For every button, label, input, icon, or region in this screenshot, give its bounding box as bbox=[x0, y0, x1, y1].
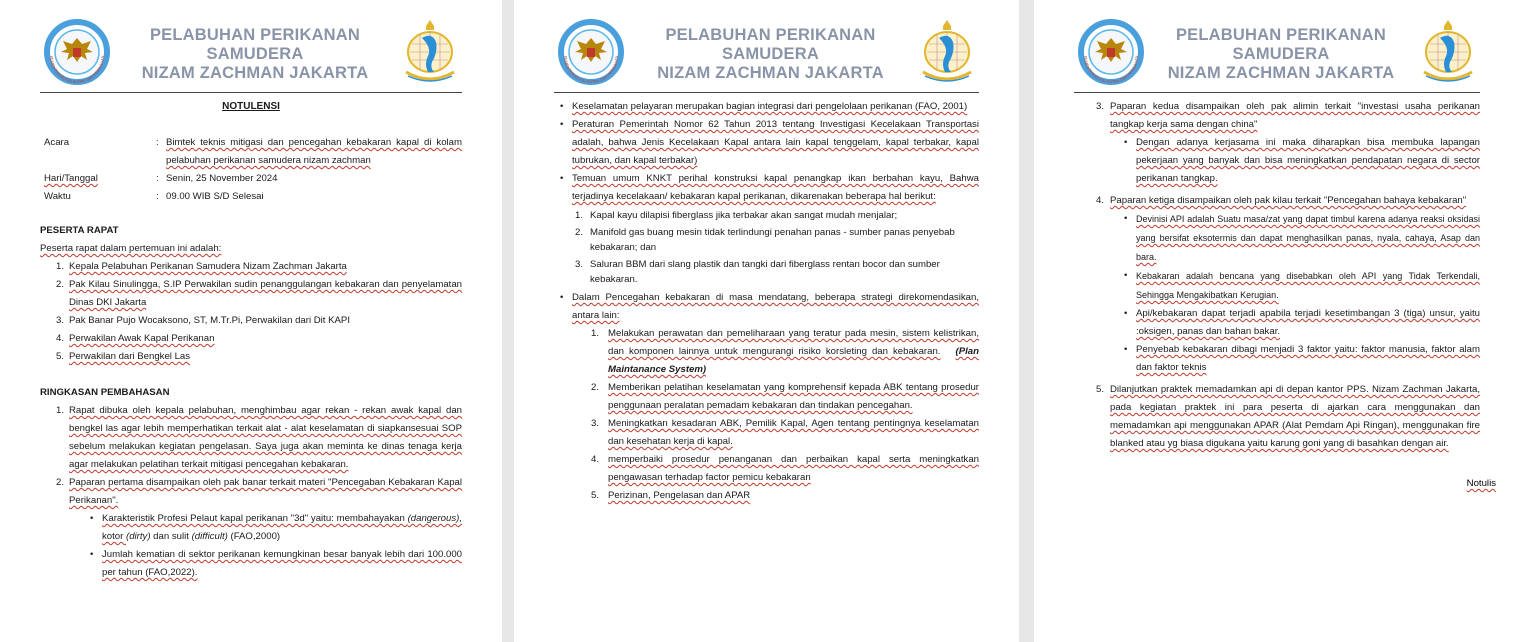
bullet-text: Api/kebakaran dapat terjadi apabila terjadi kesetimbangan 3 (tiga) unsur, yaitu :oksigen, panas dan bahan bakar. bbox=[1136, 308, 1480, 337]
bullet-icon: • bbox=[90, 549, 94, 560]
list-item bbox=[40, 276, 462, 312]
org-title-line-3: NIZAM ZACHMAN JAKARTA bbox=[657, 64, 884, 82]
list-number: 5. bbox=[1096, 384, 1105, 395]
list-text: Perwakilan dari Bengkel Las bbox=[69, 351, 191, 362]
list-number: 1. bbox=[575, 210, 584, 221]
bullet-text: Kebakaran adalah bencana yang disebabkan oleh API yang Tidak Terkendali, Sehingga Mengakibatkan Kerugian. bbox=[1136, 271, 1480, 300]
bullet-icon: • bbox=[560, 101, 564, 112]
meta-row-acara bbox=[40, 134, 462, 170]
list-number: 1. bbox=[56, 405, 65, 416]
bullet-icon: • bbox=[1124, 137, 1128, 148]
letterhead bbox=[40, 14, 462, 92]
kkp-logo-text: KEMENTERIAN KELAUTAN DAN PERIKANAN bbox=[562, 55, 620, 85]
list-text: Memberikan pelatihan keselamatan yang komprehensif kepada ABK tentang prosedur penggunaan peralatan pemadam kebakaran dan tindakan pencegahan. bbox=[608, 382, 979, 411]
bullet-item bbox=[1074, 341, 1480, 377]
list-item bbox=[1074, 98, 1480, 134]
bullet-text: Temuan umum KNKT perihal konstruksi kapal penangkap ikan berbahan kayu, Bahwa terjadinya kecelakaan/ kebakaran kapal perikanan, dikarenakan beberapa hal berikut: bbox=[572, 173, 979, 202]
list-item bbox=[554, 257, 979, 287]
letterhead bbox=[554, 14, 979, 92]
list-text: Melakukan perawatan dan pemeliharaan yang teratur pada mesin, sistem kelistrikan, dan komponen lainnya untuk mengurangi risiko korsleting dan kebakaran. bbox=[608, 328, 979, 357]
list-number: 3. bbox=[591, 418, 600, 429]
list-number: 4. bbox=[56, 333, 65, 344]
list-number: 1. bbox=[591, 328, 600, 339]
list-text: Paparan pertama disampaikan oleh pak banar terkait materi "Pencegaban Kebakaran Kapal Perikanan". bbox=[69, 477, 462, 506]
bullet-item bbox=[1074, 210, 1480, 267]
kkp-logo-icon bbox=[40, 16, 114, 90]
bullet-text: Karakteristik Profesi Pelaut kapal perikanan "3d" yaitu: membahayakan bbox=[102, 513, 408, 524]
meta-label: Hari/Tanggal bbox=[44, 173, 98, 184]
bullet-text: Dengan adanya kerjasama ini maka diharapkan bisa membuka lapangan pekerjaan yang banyak dan bisa meningkatkan pendapatan negara di sector perikanan tangkap. bbox=[1136, 137, 1480, 184]
bullet-text: Peraturan Pemerintah Nomor 62 Tahun 2013 tentang Investigasi Kecelakaan Transportasi adalah, bahwa Jenis Kecelakaan Kapal antara lain kapal tenggelam, kapal terbakar, kapal tubrukan, dan kapal terbakar) bbox=[572, 119, 979, 166]
header-rule bbox=[40, 92, 462, 93]
list-number: 5. bbox=[591, 490, 600, 501]
list-number: 1. bbox=[56, 261, 65, 272]
kkp-logo-text: KEMENTERIAN KELAUTAN DAN PERIKANAN bbox=[48, 55, 106, 85]
kkp-logo-icon bbox=[554, 16, 628, 90]
bullet-icon: • bbox=[1124, 308, 1128, 319]
meta-value: Bimtek teknis mitigasi dan pencegahan kebakaran kapal di kolam pelabuhan perikanan samudera nizam zachman bbox=[166, 137, 462, 166]
list-number: 3. bbox=[1096, 101, 1105, 112]
kkp-logo-icon bbox=[1074, 16, 1148, 90]
org-title bbox=[1150, 26, 1412, 83]
list-text: Perizinan, Pengelasan dan APAR bbox=[608, 490, 751, 501]
bullet-item bbox=[1074, 305, 1480, 341]
section-heading-peserta: PESERTA RAPAT bbox=[40, 225, 119, 236]
header-rule bbox=[1074, 92, 1480, 93]
list-item bbox=[40, 312, 462, 330]
pps-logo-icon bbox=[915, 14, 979, 86]
bullet-italic: (dirty) bbox=[126, 531, 151, 542]
list-text: Dilanjutkan praktek memadamkan api di depan kantor PPS. Nizam Zachman Jakarta, pada kegiatan praktek ini para peserta di ajarkan cara menggunakan dan memadamkan api menggunakan APAR (Alat Pemdam Api Ringan), menggunakan fire blanked atau yg biasa digukana yaitu karung goni yang di basahkan dengan air. bbox=[1110, 384, 1480, 449]
list-text: Perwakilan Awak Kapal Perikanan bbox=[69, 333, 215, 344]
meta-row-waktu bbox=[40, 188, 462, 206]
meta-colon: : bbox=[156, 191, 159, 202]
header-rule bbox=[554, 92, 979, 93]
bullet-text: Keselamatan pelayaran merupakan bagian integrasi dari pengelolaan perikanan (FAO, 2001) bbox=[572, 101, 968, 112]
list-item bbox=[40, 348, 462, 366]
org-title-line-2: SAMUDERA bbox=[1232, 45, 1330, 63]
list-number: 2. bbox=[56, 279, 65, 290]
bullet-icon: • bbox=[1124, 213, 1128, 224]
org-title bbox=[630, 26, 911, 83]
list-text: Rapat dibuka oleh kepala pelabuhan, menghimbau agar rekan - rekan awak kapal dan bengkel las agar lebih memperhatikan terkait alat - alat keselamatan di siapkansesuai SOP sebelum melakukan kegiatan pengelasan. Saya juga akan meminta ke dinas tenaga kerja agar melakukan pelatihan terkait mitigasi pencegahan kebakaran. bbox=[69, 405, 462, 470]
org-title-line-2: SAMUDERA bbox=[722, 45, 819, 63]
meta-colon: : bbox=[156, 137, 159, 148]
bullet-item bbox=[554, 170, 979, 206]
bullet-text: Dalam Pencegahan kebakaran di masa mendatang, beberapa strategi direkomendasikan, antara lain: bbox=[572, 292, 979, 321]
bullet-item bbox=[1074, 134, 1480, 188]
kkp-logo-text: KEMENTERIAN KELAUTAN DAN PERIKANAN bbox=[1082, 55, 1140, 85]
peserta-intro: Peserta rapat dalam pertemuan ini adalah: bbox=[40, 243, 222, 254]
list-text: Meningkatkan kesadaran ABK, Pemilik Kapal, Agen tentang pentingnya keselamatan dan kesehatan kerja di kapal. bbox=[608, 418, 979, 447]
list-number: 3. bbox=[56, 315, 65, 326]
list-text: memperbaiki prosedur penanganan dan perbaikan kapal serta meningkatkan pengawasan terhadap factor pemicu kebakaran bbox=[608, 454, 979, 483]
list-text: Manifold gas buang mesin tidak terlindungi penahan panas - sumber panas penyebab kebakaran; dan bbox=[590, 227, 955, 253]
list-number: 4. bbox=[1096, 195, 1105, 206]
bullet-item bbox=[554, 98, 979, 116]
list-item bbox=[40, 258, 462, 276]
bullet-item bbox=[554, 289, 979, 325]
letterhead bbox=[1074, 14, 1480, 92]
list-number: 5. bbox=[56, 351, 65, 362]
pps-logo-icon bbox=[1416, 14, 1480, 86]
list-text: Paparan kedua disampaikan oleh pak alimin terkait "investasi usaha perikanan tangkap kerja sama dengan china" bbox=[1110, 101, 1480, 130]
bullet-text: kotor bbox=[102, 531, 126, 542]
list-text: Saluran BBM dari slang plastik dan tangki dari fiberglass rentan bocor dan sumber kebakaran. bbox=[590, 259, 940, 285]
document-page-2 bbox=[514, 0, 1019, 642]
list-item bbox=[40, 402, 462, 474]
bullet-text: (FAO,2000) bbox=[227, 531, 281, 542]
list-item bbox=[1074, 192, 1480, 210]
bullet-icon: • bbox=[560, 173, 564, 184]
pps-logo-icon bbox=[398, 14, 462, 86]
org-title-line-1: PELABUHAN PERIKANAN bbox=[1175, 26, 1387, 44]
meta-value: 09.00 WIB S/D Selesai bbox=[166, 191, 264, 202]
meta-value: Senin, 25 November 2024 bbox=[166, 173, 278, 184]
list-item bbox=[554, 325, 979, 379]
list-number: 2. bbox=[56, 477, 65, 488]
document-title: NOTULENSI bbox=[222, 101, 280, 112]
bullet-icon: • bbox=[560, 292, 564, 303]
bullet-text: Devinisi API adalah Suatu masa/zat yang dapat timbul karena adanya reaksi oksidasi yang bersifat eksotermis dan dapat menghasilkan panas, nyala, cahaya, Asap dan bara. bbox=[1136, 214, 1480, 262]
bullet-text: Penyebab kebakaran dibagi menjadi 3 faktor yaitu: faktor manusia, faktor alam dan faktor teknis bbox=[1136, 344, 1480, 373]
meta-row-hari-tanggal bbox=[40, 170, 462, 188]
bullet-item bbox=[40, 510, 462, 546]
list-text: Kapal kayu dilapisi fiberglass jika terbakar akan sangat mudah menjalar; bbox=[590, 210, 898, 221]
bullet-item bbox=[40, 546, 462, 582]
document-page-3 bbox=[1034, 0, 1520, 642]
notulis-signature-label: Notulis bbox=[1466, 478, 1496, 489]
bullet-icon: • bbox=[1124, 344, 1128, 355]
meta-label: Acara bbox=[44, 137, 70, 148]
bullet-icon: • bbox=[90, 513, 94, 524]
org-title-line-1: PELABUHAN PERIKANAN bbox=[149, 26, 361, 44]
list-item bbox=[1074, 381, 1480, 453]
list-item bbox=[554, 225, 979, 255]
meta-label: Waktu bbox=[44, 191, 71, 202]
list-text: Kepala Pelabuhan Perikanan Samudera Nizam Zachman Jakarta bbox=[69, 261, 347, 272]
section-heading-ringkasan: RINGKASAN PEMBAHASAN bbox=[40, 387, 170, 398]
bullet-icon: • bbox=[560, 119, 564, 130]
bullet-item bbox=[554, 116, 979, 170]
list-item bbox=[40, 474, 462, 510]
list-italic: (Plan Maintanance System) bbox=[608, 346, 980, 375]
list-number: 4. bbox=[591, 454, 600, 465]
list-text: Pak Kilau Sinulingga, S.IP Perwakilan sudin penanggulangan kebakaran dan penyelamatan Dinas DKI Jakarta bbox=[69, 279, 462, 308]
bullet-text: dan sulit bbox=[150, 531, 192, 542]
org-title-line-3: NIZAM ZACHMAN JAKARTA bbox=[1167, 64, 1395, 82]
document-page-1 bbox=[0, 0, 502, 642]
meta-colon: : bbox=[156, 173, 159, 184]
list-number: 3. bbox=[575, 259, 584, 270]
list-number: 2. bbox=[591, 382, 600, 393]
list-text: Paparan ketiga disampaikan oleh pak kilau terkait "Pencegahan bahaya kebakaran" bbox=[1110, 195, 1467, 206]
list-item bbox=[554, 208, 979, 223]
list-item bbox=[554, 451, 979, 487]
org-title-line-1: PELABUHAN PERIKANAN bbox=[665, 26, 876, 44]
list-text: Pak Banar Pujo Wocaksono, ST, M.Tr.Pi, Perwakilan dari Dit KAPI bbox=[69, 315, 350, 326]
page-3-body bbox=[1074, 98, 1480, 453]
page-2-body bbox=[554, 98, 979, 505]
org-title bbox=[116, 26, 394, 83]
list-item bbox=[554, 487, 979, 505]
bullet-item bbox=[1074, 267, 1480, 305]
list-item bbox=[554, 379, 979, 415]
org-title-line-2: SAMUDERA bbox=[206, 45, 304, 63]
page-1-body bbox=[40, 98, 462, 582]
list-item bbox=[554, 415, 979, 451]
bullet-text: Jumlah kematian di sektor perikanan kemungkinan besar banyak lebih dari 100.000 per tahun (FAO,2022). bbox=[102, 549, 462, 578]
list-number: 2. bbox=[575, 227, 584, 238]
bullet-italic: (dangerous), bbox=[407, 513, 462, 524]
bullet-icon: • bbox=[1124, 270, 1128, 281]
list-item bbox=[40, 330, 462, 348]
org-title-line-3: NIZAM ZACHMAN JAKARTA bbox=[141, 64, 369, 82]
bullet-italic: (difficult) bbox=[191, 531, 228, 542]
